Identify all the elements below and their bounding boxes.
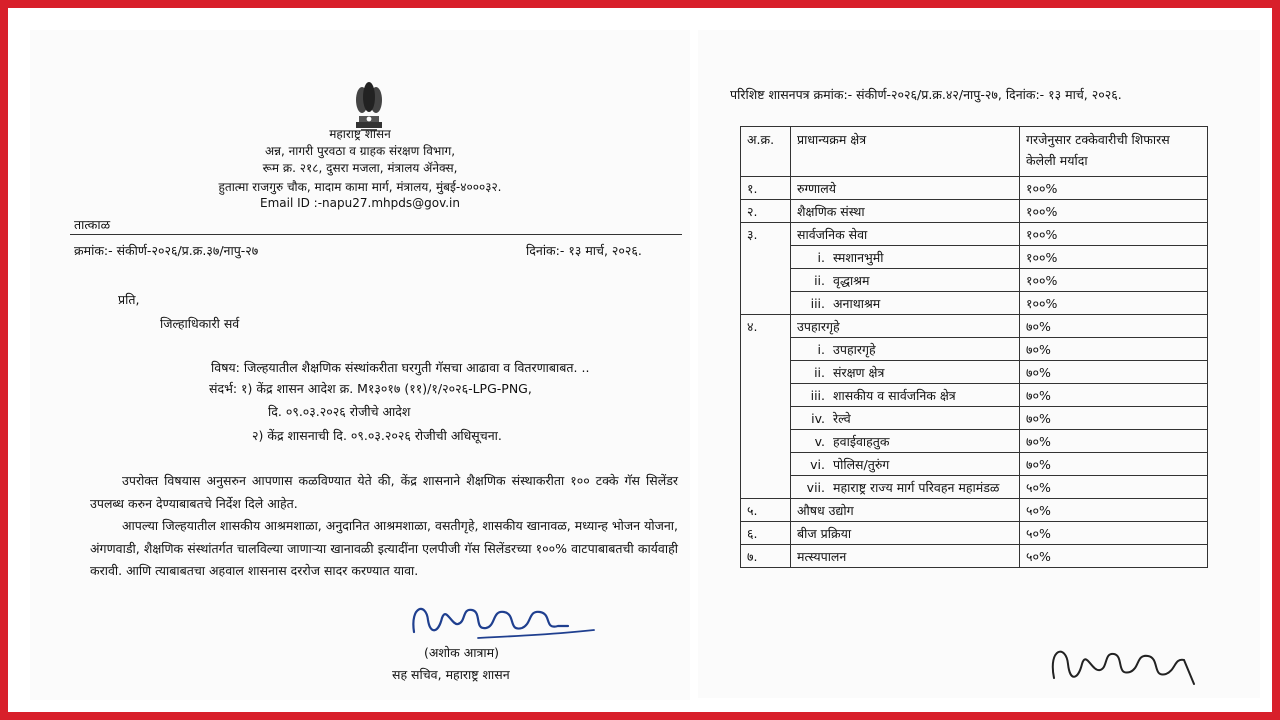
row-sub-number: ii.	[814, 364, 825, 380]
row-area	[791, 338, 1020, 361]
address-line-1: रूम क्र. २१८, दुसरा मजला, मंत्रालय ॲनेक्स,	[262, 161, 458, 175]
reference-1-date: दि. ०९.०३.२०२६ रोजीचे आदेश	[268, 404, 411, 419]
row-area	[791, 361, 1020, 384]
table-row	[741, 407, 1208, 430]
row-area-label: महाराष्ट्र राज्य मार्ग परिवहन महामंडळ	[833, 479, 1000, 495]
row-serial	[741, 430, 791, 453]
table-row	[741, 338, 1208, 361]
row-limit: ५०%	[1020, 522, 1208, 545]
row-limit: १००%	[1020, 200, 1208, 223]
table-row	[741, 177, 1208, 200]
annexure-page	[698, 30, 1260, 698]
column-header-limit: गरजेनुसार टक्केवारीची शिफारस केलेली मर्यादा	[1020, 127, 1208, 177]
row-serial: ५.	[741, 499, 791, 522]
subject: विषय: जिल्हयातील शैक्षणिक संस्थांकरीता घरगुती गॅसचा आढावा व वितरणाबाबत. ..	[211, 360, 590, 375]
address-line-2: हुतात्मा राजगुरु चौक, मादाम कामा मार्ग, मंत्रालय, मुंबई-४०००३२.	[218, 180, 502, 194]
row-sub-number: iv.	[811, 410, 825, 426]
reference-number: क्रमांक:- संकीर्ण-२०२६/प्र.क्र.३७/नापु-२७	[74, 243, 259, 258]
urgency-label: तात्काळ	[74, 217, 111, 232]
row-area	[791, 522, 1020, 545]
row-area-label: पोलिस/तुरुंग	[833, 456, 890, 472]
row-serial: ७.	[741, 545, 791, 568]
row-area-label: स्मशानभुमी	[833, 249, 884, 265]
row-sub-number: iii.	[810, 387, 825, 403]
table-row	[741, 430, 1208, 453]
row-area	[791, 315, 1020, 338]
table-row	[741, 200, 1208, 223]
row-serial: १.	[741, 177, 791, 200]
column-header-serial: अ.क्र.	[741, 127, 791, 177]
row-limit: १००%	[1020, 223, 1208, 246]
table-row	[741, 292, 1208, 315]
row-area-label: मत्स्यपालन	[797, 548, 847, 564]
row-area-label: अनाथाश्रम	[833, 295, 881, 311]
header-divider	[70, 234, 682, 235]
to-label: प्रति,	[118, 292, 140, 307]
row-limit: ७०%	[1020, 315, 1208, 338]
row-limit: १००%	[1020, 177, 1208, 200]
table-row	[741, 522, 1208, 545]
table-row	[741, 361, 1208, 384]
row-sub-number: vi.	[810, 456, 825, 472]
recipient: जिल्हाधिकारी सर्व	[160, 316, 240, 331]
table-row	[741, 545, 1208, 568]
row-area-label: उपहारगृहे	[833, 341, 876, 357]
signature-right-icon	[1044, 638, 1204, 694]
row-serial	[741, 269, 791, 292]
row-area	[791, 223, 1020, 246]
row-area-label: हवाईवाहतुक	[833, 433, 890, 449]
row-area-label: संरक्षण क्षेत्र	[833, 364, 885, 380]
row-area	[791, 246, 1020, 269]
row-serial: २.	[741, 200, 791, 223]
row-limit: १००%	[1020, 292, 1208, 315]
reference-1: संदर्भ: १) केंद्र शासन आदेश क्र. M१३०१७ (११)/१/२०२६-LPG-PNG,	[209, 381, 532, 396]
row-limit: १००%	[1020, 269, 1208, 292]
government-letter	[30, 30, 690, 700]
row-area	[791, 292, 1020, 315]
row-limit: ५०%	[1020, 476, 1208, 499]
row-area	[791, 200, 1020, 223]
row-sub-number: ii.	[814, 272, 825, 288]
row-area-label: शैक्षणिक संस्था	[797, 203, 865, 219]
column-header-area: प्राधान्यक्रम क्षेत्र	[791, 127, 1020, 177]
signatory-designation: सह सचिव, महाराष्ट्र शासन	[392, 667, 510, 682]
table-row	[741, 476, 1208, 499]
row-area	[791, 384, 1020, 407]
row-area-label: रुग्णालये	[797, 180, 836, 196]
row-area-label: रेल्वे	[833, 410, 851, 426]
table-row	[741, 499, 1208, 522]
department-name: अन्न, नागरी पुरवठा व ग्राहक संरक्षण विभाग,	[264, 144, 456, 158]
table-body	[741, 177, 1208, 568]
row-serial	[741, 361, 791, 384]
row-area	[791, 453, 1020, 476]
row-limit: ७०%	[1020, 430, 1208, 453]
row-area	[791, 476, 1020, 499]
priority-table	[740, 126, 1208, 568]
row-area	[791, 499, 1020, 522]
email-id: Email ID :-napu27.mhpds@gov.in	[259, 196, 460, 210]
row-sub-number: v.	[814, 433, 825, 449]
row-serial	[741, 292, 791, 315]
row-limit: ५०%	[1020, 499, 1208, 522]
row-sub-number: i.	[817, 249, 825, 265]
signature-left-icon	[408, 596, 598, 646]
signatory-name: (अशोक आत्राम)	[424, 645, 500, 660]
table-row	[741, 223, 1208, 246]
row-serial: ३.	[741, 223, 791, 246]
row-area-label: वृद्धाश्रम	[833, 272, 870, 288]
row-area-label: शासकीय व सार्वजनिक क्षेत्र	[833, 387, 956, 403]
row-serial: ६.	[741, 522, 791, 545]
row-limit: ७०%	[1020, 361, 1208, 384]
row-limit: ७०%	[1020, 338, 1208, 361]
government-name: महाराष्ट्र शासन	[329, 127, 391, 141]
table-row	[741, 246, 1208, 269]
image-frame	[8, 8, 1272, 712]
row-serial	[741, 246, 791, 269]
row-serial	[741, 384, 791, 407]
row-area-label: बीज प्रक्रिया	[797, 525, 852, 541]
table-header-row	[741, 127, 1208, 177]
row-limit: ७०%	[1020, 407, 1208, 430]
table-row	[741, 453, 1208, 476]
row-area-label: सार्वजनिक सेवा	[797, 226, 868, 242]
row-serial	[741, 407, 791, 430]
row-serial	[741, 453, 791, 476]
reference-2: २) केंद्र शासनाची दि. ०९.०३.२०२६ रोजीची अधिसूचना.	[252, 428, 502, 443]
annexure-reference: परिशिष्ट शासनपत्र क्रमांक:- संकीर्ण-२०२६/प्र.क्र.४२/नापु-२७, दिनांक:- १३ मार्च, २०२६.	[730, 87, 1122, 102]
table-row	[741, 269, 1208, 292]
row-limit: ७०%	[1020, 453, 1208, 476]
row-limit: ५०%	[1020, 545, 1208, 568]
row-area	[791, 430, 1020, 453]
row-sub-number: iii.	[810, 295, 825, 311]
table-row	[741, 384, 1208, 407]
table-row	[741, 315, 1208, 338]
body-paragraph-1: उपरोक्त विषयास अनुसरुन आपणास कळविण्यात येते की, केंद्र शासनाने शैक्षणिक संस्थाकरीता १०० टक्के गॅस सिलेंडर उपलब्ध करुन देण्याबाबतचे निर्देश दिले आहेत.	[90, 473, 678, 511]
row-area	[791, 407, 1020, 430]
row-serial: ४.	[741, 315, 791, 338]
row-limit: १००%	[1020, 246, 1208, 269]
body-paragraph-2: आपल्या जिल्हयातील शासकीय आश्रमशाळा, अनुदानित आश्रमशाळा, वसतीगृहे, शासकीय खानावळ, मध्यान्ह भोजन योजना, अंगणवाडी, शैक्षणिक संस्थांतर्गत चालविल्या जाणाऱ्या खानावळी इत्यादींना एलपीजी गॅस सिलेंडरच्या १००% वाटपाबाबतची कार्यवाही करावी. आणि त्याबाबतचा अहवाल शासनास दररोज सादर करण्यात यावा.	[90, 518, 678, 578]
row-area	[791, 269, 1020, 292]
row-sub-number: i.	[817, 341, 825, 357]
row-serial	[741, 338, 791, 361]
row-sub-number: vii.	[806, 479, 825, 495]
letter-body	[90, 470, 678, 583]
row-area-label: उपहारगृहे	[797, 318, 840, 334]
row-serial	[741, 476, 791, 499]
row-area-label: औषध उद्योग	[797, 502, 854, 518]
row-limit: ७०%	[1020, 384, 1208, 407]
letter-date: दिनांक:- १३ मार्च, २०२६.	[526, 243, 642, 258]
row-area	[791, 545, 1020, 568]
row-area	[791, 177, 1020, 200]
